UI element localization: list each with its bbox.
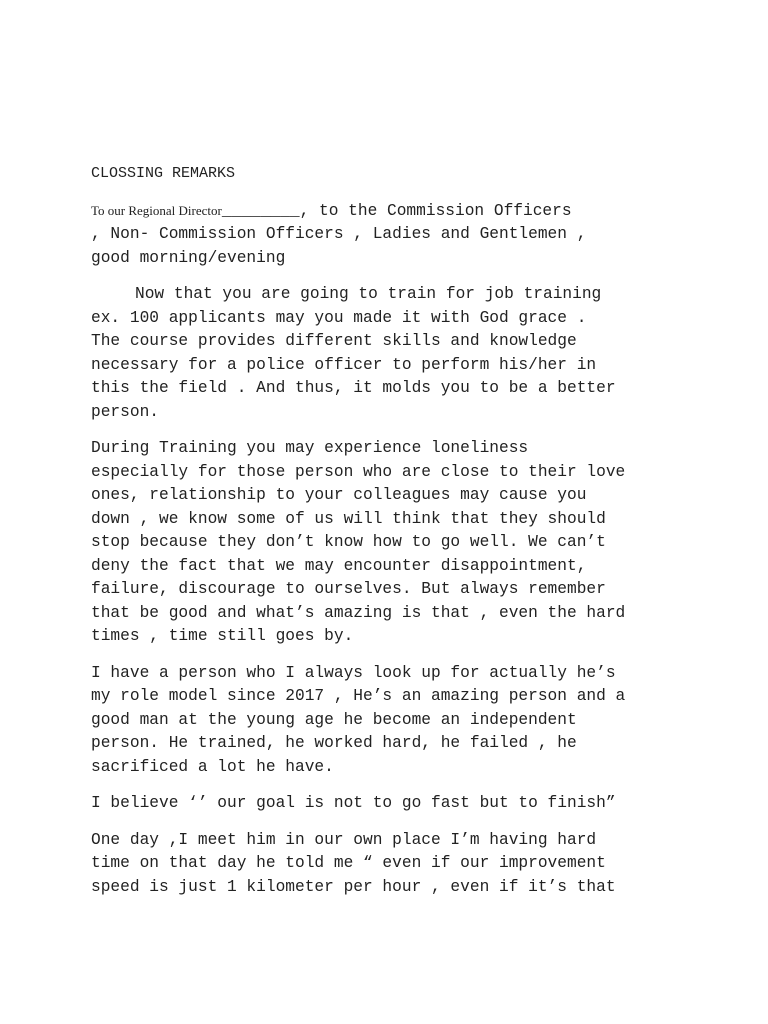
- salutation: [91, 199, 691, 271]
- paragraph-quote: I believe ‘’ our goal is not to go fast but to finish”: [91, 794, 616, 812]
- document-title: CLOSSING REMARKS: [91, 165, 236, 182]
- director-name-blank: ________: [221, 201, 300, 220]
- document-page: [91, 162, 691, 912]
- salutation-lead: To our Regional Director: [91, 202, 222, 218]
- paragraph-role-model: I have a person who I always look up for actually he’s my role model since 2017 , He’s an amazing person and a good man at the young age he become an independent person. He trained, he worked hard, he failed , he sacrificed a lot he have.: [91, 663, 626, 776]
- paragraph-one-day: One day ,I meet him in our own place I’m having hard time on that day he told me “ even if our improvement speed is just 1 kilometer per hour , even if it’s that: [91, 830, 616, 896]
- paragraph-training-intro: [91, 283, 691, 424]
- paragraph-loneliness: During Training you may experience loneliness especially for those person who are close to their love ones, relationship to your colleagues may cause you down , we know some of us will think that they should stop because they don’t know how to go well. We can’t deny the fact that we may encounter disappointment, failure, discourage to ourselves. But always remember that be good and what’s amazing is that , even the hard times , time still goes by.: [91, 439, 626, 645]
- paragraph-text: Now that you are going to train for job training ex. 100 applicants may you made it with God grace . The course provides different skills and knowledge necessary for a police officer to perform his/her in this the field . And thus, it molds you to be a better person.: [91, 285, 616, 421]
- salutation-rest: , to the Commission Officers , Non- Commission Officers , Ladies and Gentlemen , good morning/evening: [91, 201, 587, 267]
